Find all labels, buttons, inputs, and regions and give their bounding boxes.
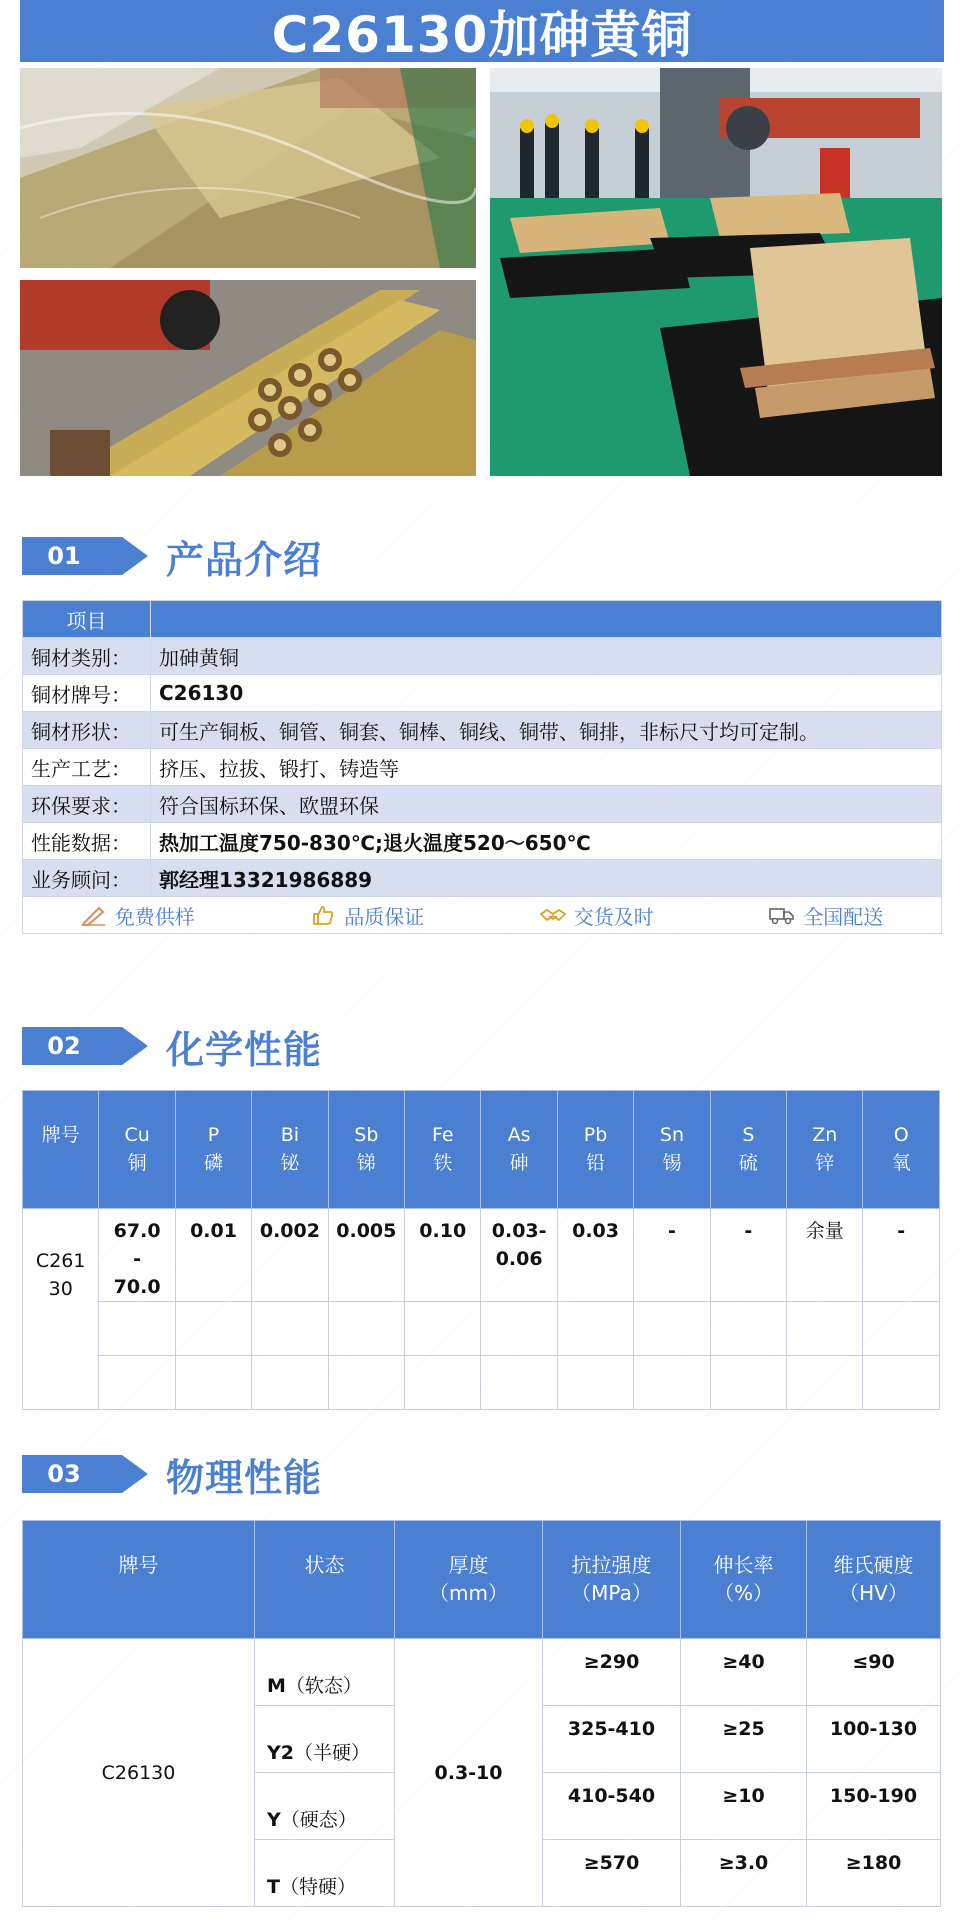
- empty-cell: [634, 1302, 710, 1356]
- section-header-intro: [22, 535, 323, 582]
- header-line: （HV）: [839, 1581, 908, 1605]
- header-cell: [557, 1091, 633, 1209]
- table-row: [23, 1639, 941, 1706]
- table-row: [23, 786, 942, 823]
- header-line: 伸长率: [713, 1553, 774, 1577]
- header-top: S: [742, 1124, 755, 1146]
- value-cell-p: 0.01: [175, 1209, 251, 1302]
- header-top: As: [507, 1124, 531, 1146]
- empty-cell: [481, 1356, 557, 1410]
- state-code: Y2: [267, 1742, 294, 1764]
- empty-cell: [787, 1356, 863, 1410]
- header-bottom: 锌: [815, 1152, 835, 1174]
- value-cell-sn: -: [634, 1209, 710, 1302]
- value-line: -: [133, 1248, 142, 1270]
- row-label: 铜材类别：: [23, 638, 151, 675]
- tensile-cell: 410-540: [543, 1773, 681, 1840]
- value-cell-bi: 0.002: [252, 1209, 328, 1302]
- header-bottom: 铁: [433, 1152, 453, 1174]
- header-top: Cu: [124, 1124, 150, 1146]
- state-code: M: [267, 1675, 286, 1697]
- header-cell: [405, 1091, 481, 1209]
- header-cell: [328, 1091, 404, 1209]
- row-value: 热加工温度750-830℃;退火温度520～650℃: [151, 823, 942, 860]
- row-value: 可生产铜板、铜管、铜套、铜棒、铜线、铜带、铜排，非标尺寸均可定制。: [151, 712, 942, 749]
- page-title: C26130加砷黄铜: [271, 6, 693, 64]
- pen-icon: [81, 904, 107, 926]
- state-code: Y: [267, 1809, 281, 1831]
- empty-cell: [99, 1302, 175, 1356]
- empty-cell: [175, 1356, 251, 1410]
- feature-free-sample: [81, 901, 195, 930]
- physical-properties-table: [22, 1520, 941, 1907]
- hardness-cell: ≤90: [807, 1639, 941, 1706]
- header-bottom: 砷: [509, 1152, 529, 1174]
- empty-cell: [481, 1302, 557, 1356]
- value-line: 0.03-: [491, 1220, 547, 1242]
- header-line: （MPa）: [571, 1581, 652, 1605]
- table-header-row: [23, 1521, 941, 1639]
- state-cell: [255, 1773, 395, 1840]
- table-header-row: [23, 601, 942, 638]
- tensile-cell: 325-410: [543, 1706, 681, 1773]
- value-cell-cu: [99, 1209, 175, 1302]
- header-cell: 牌号: [23, 1521, 255, 1639]
- value-cell-sb: 0.005: [328, 1209, 404, 1302]
- value-cell-fe: 0.10: [405, 1209, 481, 1302]
- grade-cell: C26130: [23, 1639, 255, 1907]
- empty-cell: [863, 1356, 940, 1410]
- feature-shipping: [769, 901, 883, 930]
- header-line: 抗拉强度: [571, 1553, 652, 1577]
- header-cell: [99, 1091, 175, 1209]
- handshake-icon: [540, 904, 566, 926]
- header-bottom: 磷: [204, 1152, 224, 1174]
- grade-line: C261: [35, 1250, 86, 1272]
- section-title: 物理性能: [166, 1455, 323, 1500]
- header-top: Sn: [659, 1124, 684, 1146]
- value-line: 70.0: [113, 1276, 161, 1298]
- state-label: （软态）: [285, 1675, 362, 1697]
- header-bottom: 铅: [586, 1152, 606, 1174]
- header-cell: [710, 1091, 786, 1209]
- elongation-cell: ≥10: [681, 1773, 807, 1840]
- header-line: 厚度: [448, 1553, 489, 1577]
- feature-label: 全国配送: [803, 904, 884, 929]
- header-cell: [787, 1091, 863, 1209]
- header-bottom: 铜: [127, 1152, 147, 1174]
- table-row-empty: [23, 1302, 940, 1356]
- header-cell: [543, 1521, 681, 1639]
- section-title: 产品介绍: [166, 537, 323, 582]
- thumbs-up-icon: [310, 904, 336, 926]
- row-label: 业务顾问：: [23, 860, 151, 897]
- hardness-cell: ≥180: [807, 1840, 941, 1907]
- header-cell: [395, 1521, 543, 1639]
- empty-cell: [405, 1356, 481, 1410]
- product-intro-table: [22, 600, 942, 897]
- row-label: 性能数据：: [23, 823, 151, 860]
- header-top: O: [893, 1124, 909, 1146]
- empty-cell: [405, 1302, 481, 1356]
- feature-label: 品质保证: [344, 904, 425, 929]
- grade-cell: [23, 1209, 99, 1410]
- state-cell: [255, 1840, 395, 1907]
- header-cell: 项目: [23, 601, 151, 638]
- header-cell: [175, 1091, 251, 1209]
- table-header-row: [23, 1091, 940, 1209]
- title-banner: [20, 0, 944, 62]
- header-line: （%）: [713, 1581, 773, 1605]
- empty-cell: [252, 1302, 328, 1356]
- header-top: Fe: [431, 1124, 454, 1146]
- state-label: （特硬）: [279, 1876, 356, 1898]
- header-cell: [252, 1091, 328, 1209]
- state-code: T: [267, 1876, 280, 1898]
- header-cell: [634, 1091, 710, 1209]
- empty-cell: [175, 1302, 251, 1356]
- row-value: 挤压、拉拔、锻打、铸造等: [151, 749, 942, 786]
- header-top: Zn: [812, 1124, 838, 1146]
- header-top: Bi: [280, 1124, 300, 1146]
- table-row: [23, 712, 942, 749]
- header-line: 维氏硬度: [833, 1553, 914, 1577]
- table-row: [23, 749, 942, 786]
- section-number: 03: [22, 1455, 106, 1493]
- value-line: 67.0: [113, 1220, 161, 1242]
- section-number: 01: [22, 537, 106, 575]
- table-row: [23, 860, 942, 897]
- header-top: 牌号: [41, 1124, 80, 1146]
- value-cell-pb: 0.03: [557, 1209, 633, 1302]
- tensile-cell: ≥570: [543, 1840, 681, 1907]
- row-value: 加砷黄铜: [151, 638, 942, 675]
- header-bottom: 铋: [280, 1152, 300, 1174]
- photo-brass-rods-tubes: [20, 280, 476, 476]
- empty-cell: [252, 1356, 328, 1410]
- empty-cell: [557, 1302, 633, 1356]
- empty-cell: [557, 1356, 633, 1410]
- value-line: 0.06: [495, 1248, 543, 1270]
- hardness-cell: 100-130: [807, 1706, 941, 1773]
- empty-cell: [710, 1356, 786, 1410]
- state-cell: [255, 1706, 395, 1773]
- value-cell-as: [481, 1209, 557, 1302]
- value-cell-o: -: [863, 1209, 940, 1302]
- header-bottom: 锡: [662, 1152, 682, 1174]
- elongation-cell: ≥25: [681, 1706, 807, 1773]
- table-row: [23, 823, 942, 860]
- empty-cell: [863, 1302, 940, 1356]
- value-cell-s: -: [710, 1209, 786, 1302]
- section-arrow-icon: [122, 1027, 148, 1065]
- thickness-cell: 0.3-10: [395, 1639, 543, 1907]
- chemical-composition-table: [22, 1090, 940, 1410]
- feature-quality: [310, 901, 424, 930]
- row-label: 生产工艺：: [23, 749, 151, 786]
- empty-cell: [99, 1356, 175, 1410]
- section-arrow-icon: [122, 1455, 148, 1493]
- header-bottom: 硫: [738, 1152, 758, 1174]
- header-cell: [681, 1521, 807, 1639]
- row-label: 铜材牌号：: [23, 675, 151, 712]
- section-header-phys: [22, 1453, 323, 1500]
- feature-delivery: [540, 901, 654, 930]
- truck-icon: [769, 904, 795, 926]
- section-title: 化学性能: [166, 1027, 323, 1072]
- hardness-cell: 150-190: [807, 1773, 941, 1840]
- row-value: 符合国标环保、欧盟环保: [151, 786, 942, 823]
- empty-cell: [328, 1356, 404, 1410]
- section-number: 02: [22, 1027, 106, 1065]
- feature-label: 免费供样: [114, 904, 195, 929]
- section-arrow-icon: [122, 537, 148, 575]
- state-label: （半硬）: [293, 1742, 370, 1764]
- photo-wrapped-brass-plates: [20, 68, 476, 268]
- table-row: [23, 675, 942, 712]
- header-top: Sb: [354, 1124, 379, 1146]
- row-label: 环保要求：: [23, 786, 151, 823]
- row-label: 铜材形状：: [23, 712, 151, 749]
- value-cell-zn: 余量: [787, 1209, 863, 1302]
- feature-label: 交货及时: [573, 904, 654, 929]
- header-cell: [807, 1521, 941, 1639]
- header-cell-empty: [151, 601, 942, 638]
- elongation-cell: ≥3.0: [681, 1840, 807, 1907]
- state-label: （硬态）: [280, 1809, 357, 1831]
- header-cell: [481, 1091, 557, 1209]
- header-cell: 状态: [255, 1521, 395, 1639]
- header-line: （mm）: [429, 1581, 508, 1605]
- feature-bar: [22, 896, 942, 934]
- table-row-empty: [23, 1356, 940, 1410]
- row-value: C26130: [151, 675, 942, 712]
- elongation-cell: ≥40: [681, 1639, 807, 1706]
- section-header-chem: [22, 1025, 323, 1072]
- tensile-cell: ≥290: [543, 1639, 681, 1706]
- header-bottom: 氧: [891, 1152, 911, 1174]
- table-row: [23, 1209, 940, 1302]
- grade-line: 30: [48, 1278, 73, 1300]
- header-bottom: 锑: [356, 1152, 376, 1174]
- state-cell: [255, 1639, 395, 1706]
- empty-cell: [787, 1302, 863, 1356]
- header-cell: [863, 1091, 940, 1209]
- row-value: 郭经理13321986889: [151, 860, 942, 897]
- header-top: P: [207, 1124, 220, 1146]
- photo-factory-floor: [490, 68, 942, 476]
- empty-cell: [710, 1302, 786, 1356]
- table-row: [23, 638, 942, 675]
- header-top: Pb: [583, 1124, 608, 1146]
- empty-cell: [328, 1302, 404, 1356]
- header-cell: [23, 1091, 99, 1209]
- empty-cell: [634, 1356, 710, 1410]
